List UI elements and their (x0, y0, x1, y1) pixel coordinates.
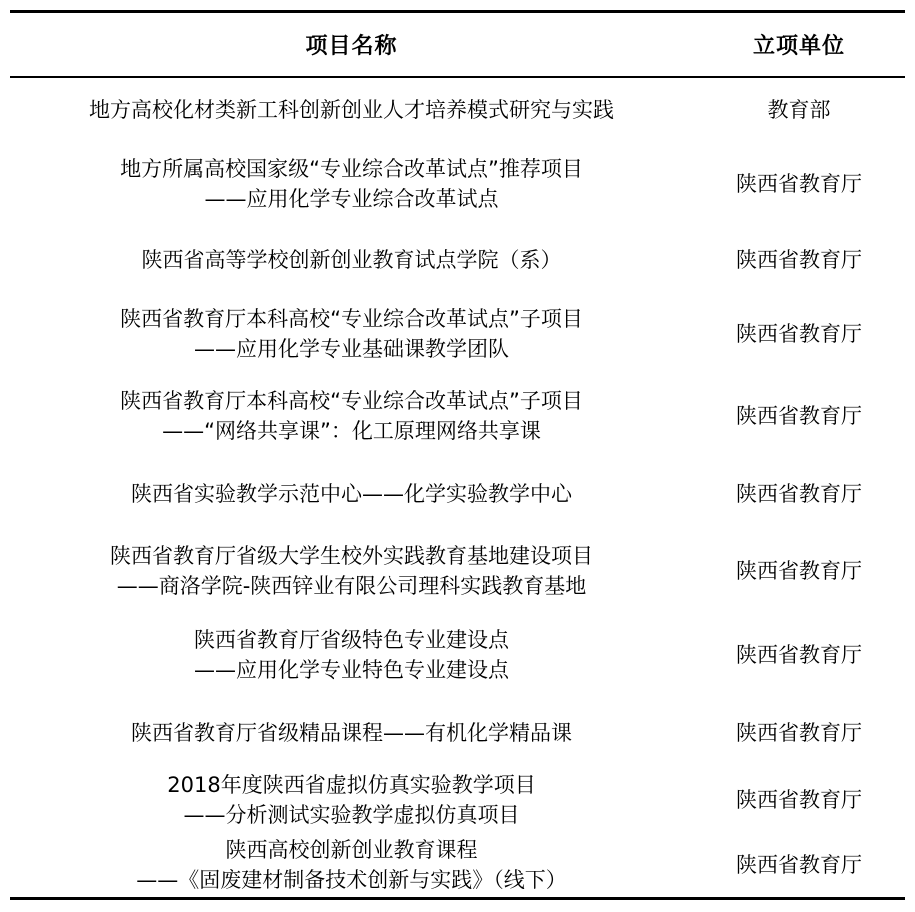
project-name-line: 陕西省教育厅省级特色专业建设点 (194, 628, 509, 652)
table-row (10, 78, 905, 142)
project-name-line: ——分析测试实验教学虚拟仿真项目 (183, 803, 520, 827)
project-name-line: 陕西省高等学校创新创业教育试点学院（系） (141, 248, 562, 272)
approving-unit-cell: 陕西省教育厅 (736, 721, 862, 745)
project-name-cell (10, 768, 693, 832)
project-name-cell (10, 294, 693, 374)
project-name-cell (10, 374, 693, 458)
table-row (10, 226, 905, 294)
table-row (10, 458, 905, 530)
project-name-cell (10, 612, 693, 698)
project-name-line: 陕西高校创新创业教育课程 (225, 837, 478, 862)
project-name-line: 地方所属高校国家级“专业综合改革试点”推荐项目 (120, 157, 583, 181)
table-bottom-rule (10, 897, 905, 900)
project-name-line: 2018年度陕西省虚拟仿真实验教学项目 (167, 773, 536, 797)
project-name-cell (10, 530, 693, 612)
approving-unit-cell: 教育部 (767, 98, 831, 122)
project-name-cell (10, 142, 693, 226)
header-approving-unit: 立项单位 (752, 34, 845, 59)
project-name-line: 陕西省教育厅本科高校“专业综合改革试点”子项目 (120, 389, 583, 413)
project-name-line: ——应用化学专业综合改革试点 (204, 187, 499, 211)
approving-unit-cell: 陕西省教育厅 (736, 852, 862, 877)
project-name-line: ——“网络共享课”：化工原理网络共享课 (162, 419, 541, 443)
approving-unit-cell: 陕西省教育厅 (736, 559, 862, 583)
project-name-line: ——应用化学专业特色专业建设点 (194, 658, 509, 682)
table-row (10, 142, 905, 226)
project-name-cell (10, 226, 693, 294)
table-row (10, 374, 905, 458)
approving-unit-cell: 陕西省教育厅 (736, 248, 862, 272)
project-name-line: ——《固废建材制备技术创新与实践》（线下） (136, 867, 567, 892)
project-name-line: 陕西省教育厅省级大学生校外实践教育基地建设项目 (110, 544, 593, 568)
table-row (10, 698, 905, 768)
table-row (10, 530, 905, 612)
project-name-line: ——应用化学专业基础课教学团队 (194, 337, 509, 361)
table-row (10, 294, 905, 374)
approving-unit-cell: 陕西省教育厅 (736, 788, 862, 812)
project-name-line: 陕西省教育厅本科高校“专业综合改革试点”子项目 (120, 307, 583, 331)
approving-unit-cell: 陕西省教育厅 (736, 482, 862, 506)
project-name-line: 陕西省实验教学示范中心——化学实验教学中心 (131, 482, 572, 506)
table-header (10, 13, 905, 76)
table-row (10, 612, 905, 698)
project-name-cell (10, 78, 693, 142)
project-name-cell (10, 832, 693, 897)
approving-unit-cell: 陕西省教育厅 (736, 643, 862, 667)
project-name-cell (10, 458, 693, 530)
header-project-name: 项目名称 (305, 34, 398, 59)
table-row (10, 768, 905, 832)
project-name-line: ——商洛学院-陕西锌业有限公司理科实践教育基地 (116, 574, 587, 598)
approving-unit-cell: 陕西省教育厅 (736, 404, 862, 428)
approving-unit-cell: 陕西省教育厅 (736, 172, 862, 196)
approving-unit-cell: 陕西省教育厅 (736, 322, 862, 346)
project-name-cell (10, 698, 693, 768)
project-name-line: 陕西省教育厅省级精品课程——有机化学精品课 (131, 721, 572, 745)
table-row (10, 832, 905, 897)
project-name-line: 地方高校化材类新工科创新创业人才培养模式研究与实践 (89, 98, 614, 122)
